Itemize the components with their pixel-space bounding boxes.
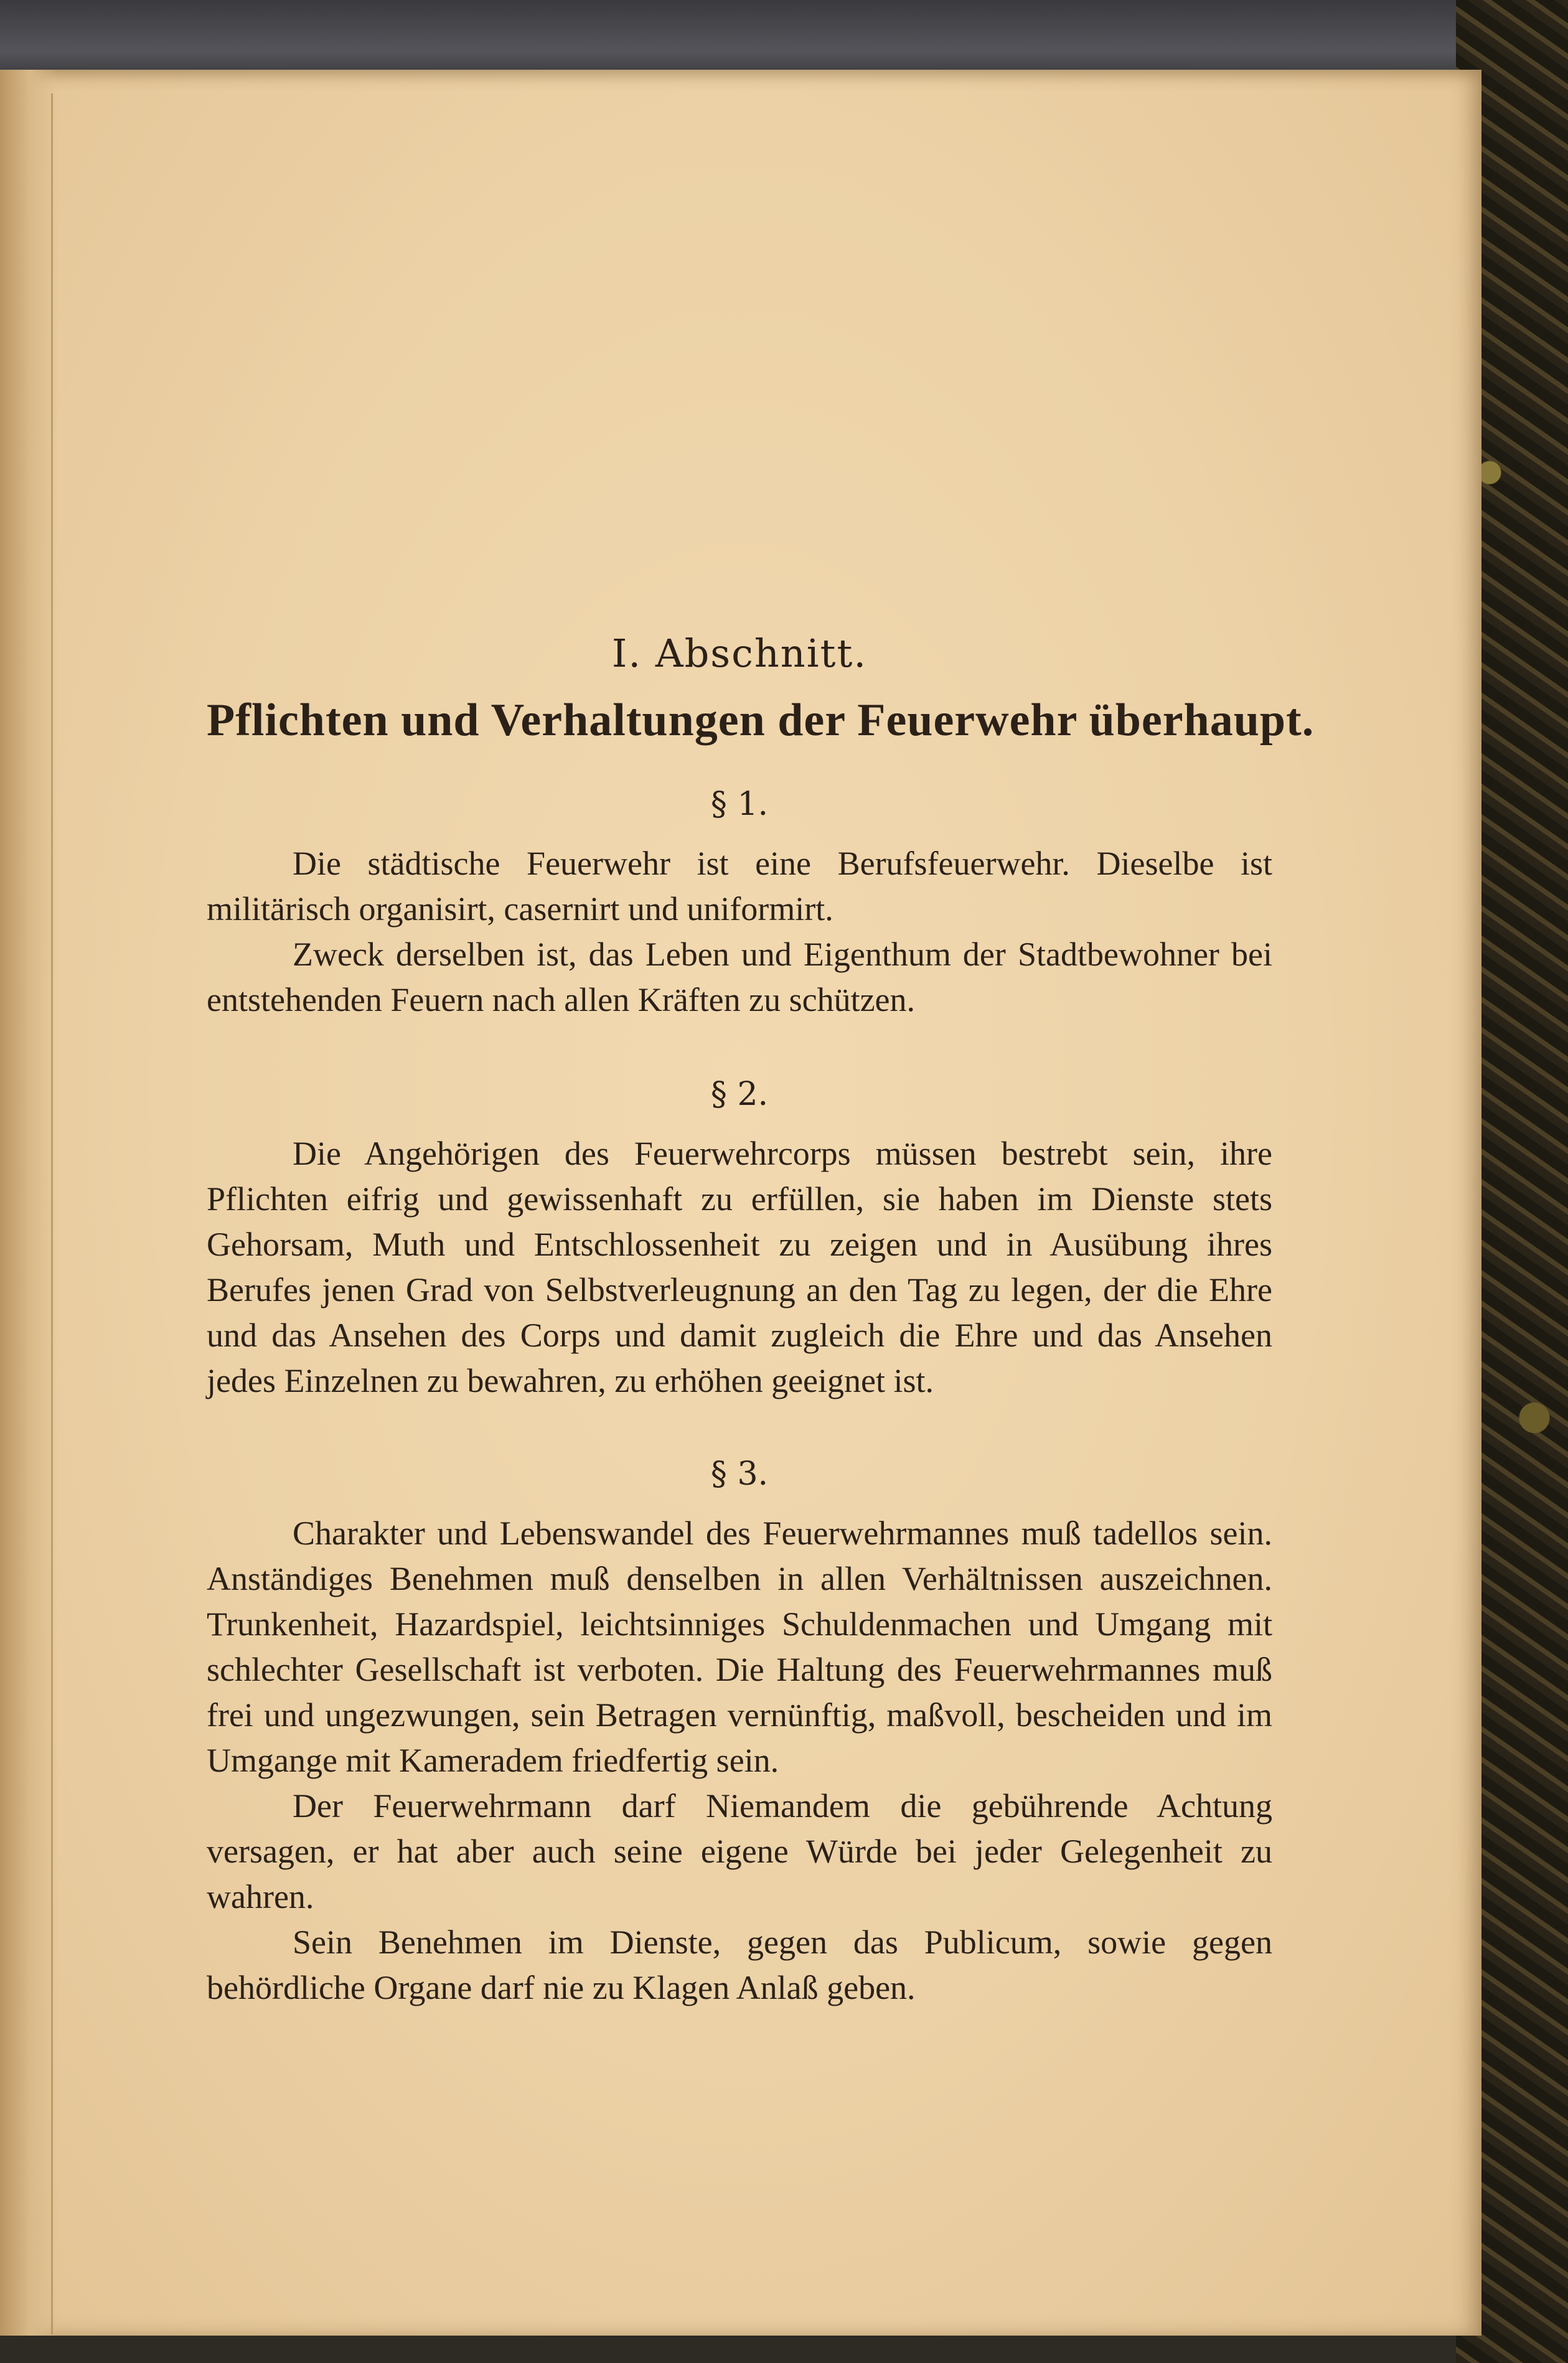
section-label: I. Abschnitt. xyxy=(611,631,868,676)
paragraph-text: Die städtische Feuerwehr ist eine Berufsfeuerwehr. Dieselbe ist militärisch organisirt, casernirt und uniformirt. xyxy=(207,845,1272,928)
paragraph-number: § 1. xyxy=(710,786,769,823)
paragraph-number: § 3. xyxy=(710,1455,769,1493)
page-text xyxy=(207,629,1315,2011)
paragraph-text: Charakter und Lebenswandel des Feuerwehrmannes muß tadellos sein. Anständiges Benehmen muß denselben in allen Verhältnissen auszeichnen. Trunkenheit, Hazardspiel, leichtsinniges Schuldenmachen und Umgang mit schlechter Gesellschaft ist verboten. Die Haltung des Feuerwehrmannes muß frei und ungezwungen, sein Betragen vernünftig, maßvoll, bescheiden und im Umgange mit Kameradem friedfertig sein. xyxy=(207,1515,1272,1779)
paragraph-text: Zweck derselben ist, das Leben und Eigenthum der Stadtbewohner bei entstehenden Feuern nach allen Kräften zu schützen. xyxy=(207,936,1272,1018)
paragraph-text: Die Angehörigen des Feuerwehrcorps müssen bestrebt sein, ihre Pflichten eifrig und gewissenhaft zu erfüllen, sie haben im Dienste stets Gehorsam, Muth und Entschlossenheit zu zeigen und in Ausübung ihres Berufes jenen Grad von Selbstverleugnung an den Tag zu legen, der die Ehre und das Ansehen des Corps und damit zugleich die Ehre und das Ansehen jedes Einzelnen zu bewahren, zu erhöhen geeignet ist. xyxy=(207,1135,1272,1399)
paragraph-text: Sein Benehmen im Dienste, gegen das Publicum, sowie gegen behördliche Organe darf nie zu Klagen Anlaß geben. xyxy=(207,1924,1272,2006)
chapter-title: Pflichten und Verhaltungen der Feuerwehr überhaupt. xyxy=(207,695,1315,746)
binding-line xyxy=(51,93,53,2334)
page-gutter xyxy=(0,70,59,2336)
paragraph-text: Der Feuerwehrmann darf Niemandem die gebührende Achtung versagen, er hat aber auch seine eigene Würde bei jeder Gelegenheit zu wahren. xyxy=(207,1787,1272,1915)
paragraph-number: § 2. xyxy=(710,1076,769,1113)
